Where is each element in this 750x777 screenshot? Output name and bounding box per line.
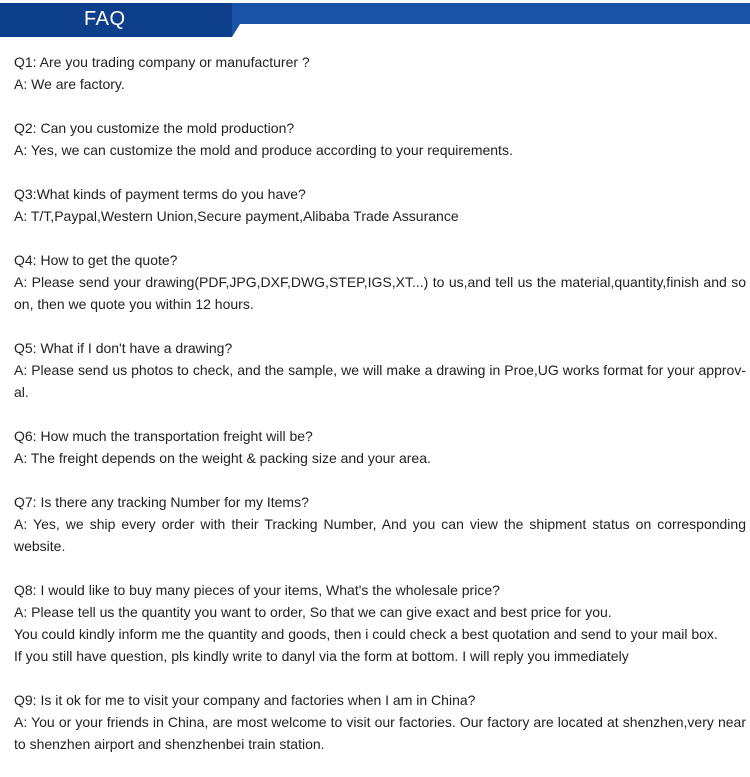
faq-item <box>14 491 746 557</box>
faq-answer-line: If you still have question, pls kindly write to danyl via the form at bottom. I will reply you immediately <box>14 648 629 664</box>
faq-question: Q4: How to get the quote? <box>14 252 178 268</box>
header-tab-edge <box>232 3 240 37</box>
faq-header <box>0 0 750 40</box>
faq-answer: A: Please send us photos to check, and the sample, we will make a drawing in Proe,UG works format for your approv- al. <box>14 362 746 400</box>
faq-answer: A: Please send your drawing(PDF,JPG,DXF,DWG,STEP,IGS,XT...) to us,and tell us the material,quantity,finish and so on, then we quote you within 12 hours. <box>14 274 746 312</box>
faq-question: Q8: I would like to buy many pieces of your items, What's the wholesale price? <box>14 582 500 598</box>
faq-answer: A: Yes, we can customize the mold and produce according to your requirements. <box>14 142 513 158</box>
faq-item <box>14 689 746 755</box>
faq-question: Q3:What kinds of payment terms do you have? <box>14 186 306 202</box>
faq-answer: A: The freight depends on the weight & packing size and your area. <box>14 450 431 466</box>
faq-item <box>14 51 746 95</box>
faq-item <box>14 425 746 469</box>
faq-answer: A: You or your friends in China, are most welcome to visit our factories. Our factory are located at shenzhen,very near to shenzhen airport and shenzhenbei train station. <box>14 714 746 752</box>
faq-question: Q9: Is it ok for me to visit your company and factories when I am in China? <box>14 692 476 708</box>
faq-answer-line: You could kindly inform me the quantity and goods, then i could check a best quotation and send to your mail box. <box>14 626 718 642</box>
faq-answer: A: We are factory. <box>14 76 125 92</box>
page-title: FAQ <box>84 8 126 30</box>
faq-answer: A: Please tell us the quantity you want to order, So that we can give exact and best price for you. <box>14 604 612 620</box>
faq-list <box>14 51 746 777</box>
faq-question: Q6: How much the transportation freight will be? <box>14 428 313 444</box>
faq-answer: A: T/T,Paypal,Western Union,Secure payment,Alibaba Trade Assurance <box>14 208 459 224</box>
faq-question: Q5: What if I don't have a drawing? <box>14 340 233 356</box>
faq-question: Q2: Can you customize the mold production? <box>14 120 295 136</box>
faq-item <box>14 183 746 227</box>
faq-item <box>14 117 746 161</box>
faq-item <box>14 337 746 403</box>
faq-question: Q1: Are you trading company or manufacturer ? <box>14 54 310 70</box>
faq-answer: A: Yes, we ship every order with their Tracking Number, And you can view the shipment status on corresponding website. <box>14 516 746 554</box>
faq-question: Q7: Is there any tracking Number for my Items? <box>14 494 309 510</box>
faq-item <box>14 579 746 667</box>
faq-item <box>14 249 746 315</box>
